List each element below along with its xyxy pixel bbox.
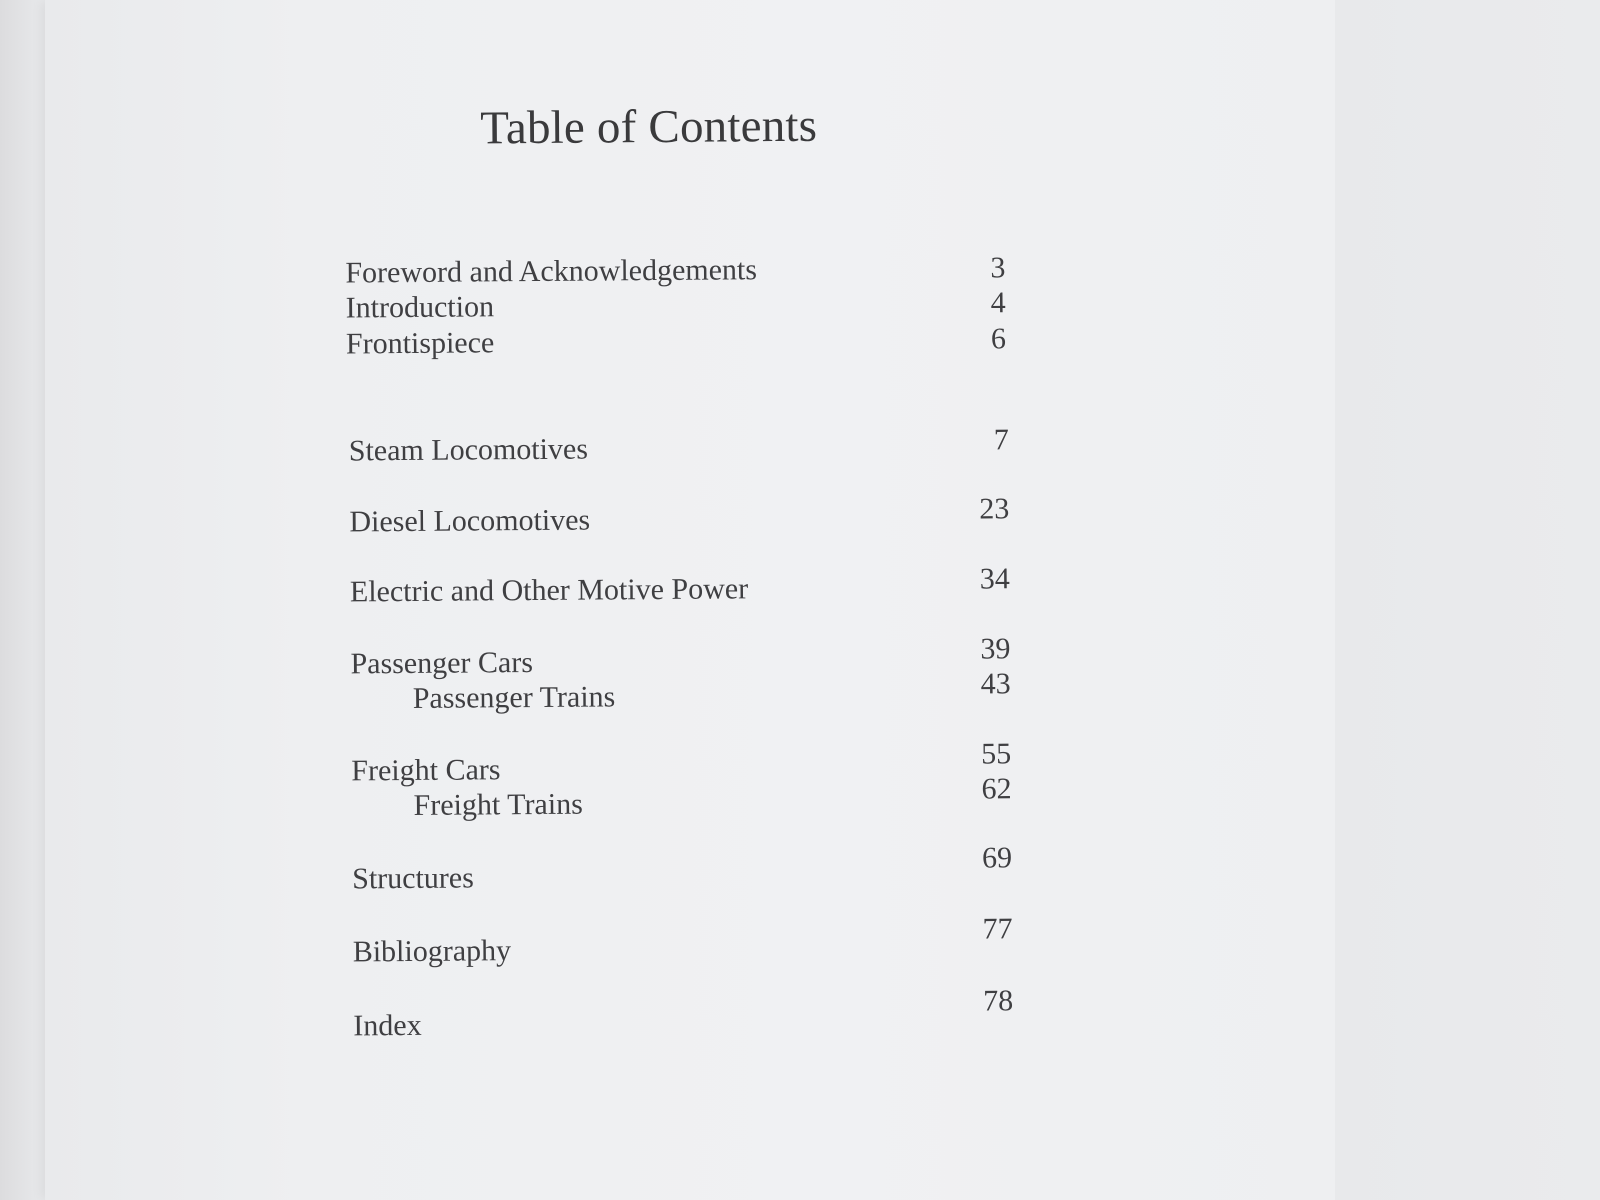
toc-entry-label: Passenger Cars: [350, 646, 534, 681]
toc-entry-freight-trains: [351, 772, 1012, 825]
toc-entry-page: 4: [990, 286, 1006, 320]
toc-entry-passenger-trains: [351, 667, 1011, 718]
toc-entry-page: 6: [990, 322, 1007, 356]
toc-entry-label: Bibliography: [352, 934, 512, 969]
toc-entry-diesel-locomotives: [349, 492, 1010, 541]
toc-entry-label: Structures: [352, 861, 474, 896]
toc-entry-bibliography: [352, 912, 1013, 971]
toc-entry-index: [353, 984, 1014, 1045]
toc-entry-page: 39: [980, 632, 1011, 666]
toc-entry-label: Foreword and Acknowledgements: [345, 253, 758, 290]
toc-entry-label: Diesel Locomotives: [349, 503, 591, 539]
page-title: Table of Contents: [480, 99, 818, 155]
toc-entry-label: Index: [353, 1008, 422, 1043]
toc-entry-label: Freight Cars: [351, 753, 501, 788]
toc-entry-label: Frontispiece: [345, 326, 495, 361]
toc-entry-label: Passenger Trains: [412, 680, 616, 715]
toc-entry-electric-motive-power: [349, 562, 1010, 611]
toc-entry-label: Introduction: [345, 290, 495, 325]
toc-entry-label: Electric and Other Motive Power: [349, 572, 749, 609]
toc-entry-page: 34: [979, 562, 1010, 596]
toc-entry-page: 3: [990, 251, 1006, 285]
toc-entry-page: 43: [980, 667, 1011, 701]
toc-entry-label: Freight Trains: [413, 787, 583, 822]
toc-entry-steam-locomotives: [348, 423, 1009, 470]
toc-entry-page: 78: [983, 984, 1014, 1018]
toc-entry-page: 77: [982, 912, 1013, 946]
toc-entry-page: 55: [981, 737, 1012, 771]
toc-entry-page: 7: [993, 423, 1009, 457]
toc-entry-page: 69: [981, 841, 1013, 875]
toc-entry-frontispiece: [346, 322, 1006, 363]
toc-entry-page: 23: [979, 492, 1010, 526]
toc-entry-label: Steam Locomotives: [348, 432, 589, 468]
toc-entry-structures: [352, 841, 1013, 898]
toc-entry-introduction: [346, 286, 1006, 327]
toc-entry-page: 62: [981, 772, 1012, 806]
